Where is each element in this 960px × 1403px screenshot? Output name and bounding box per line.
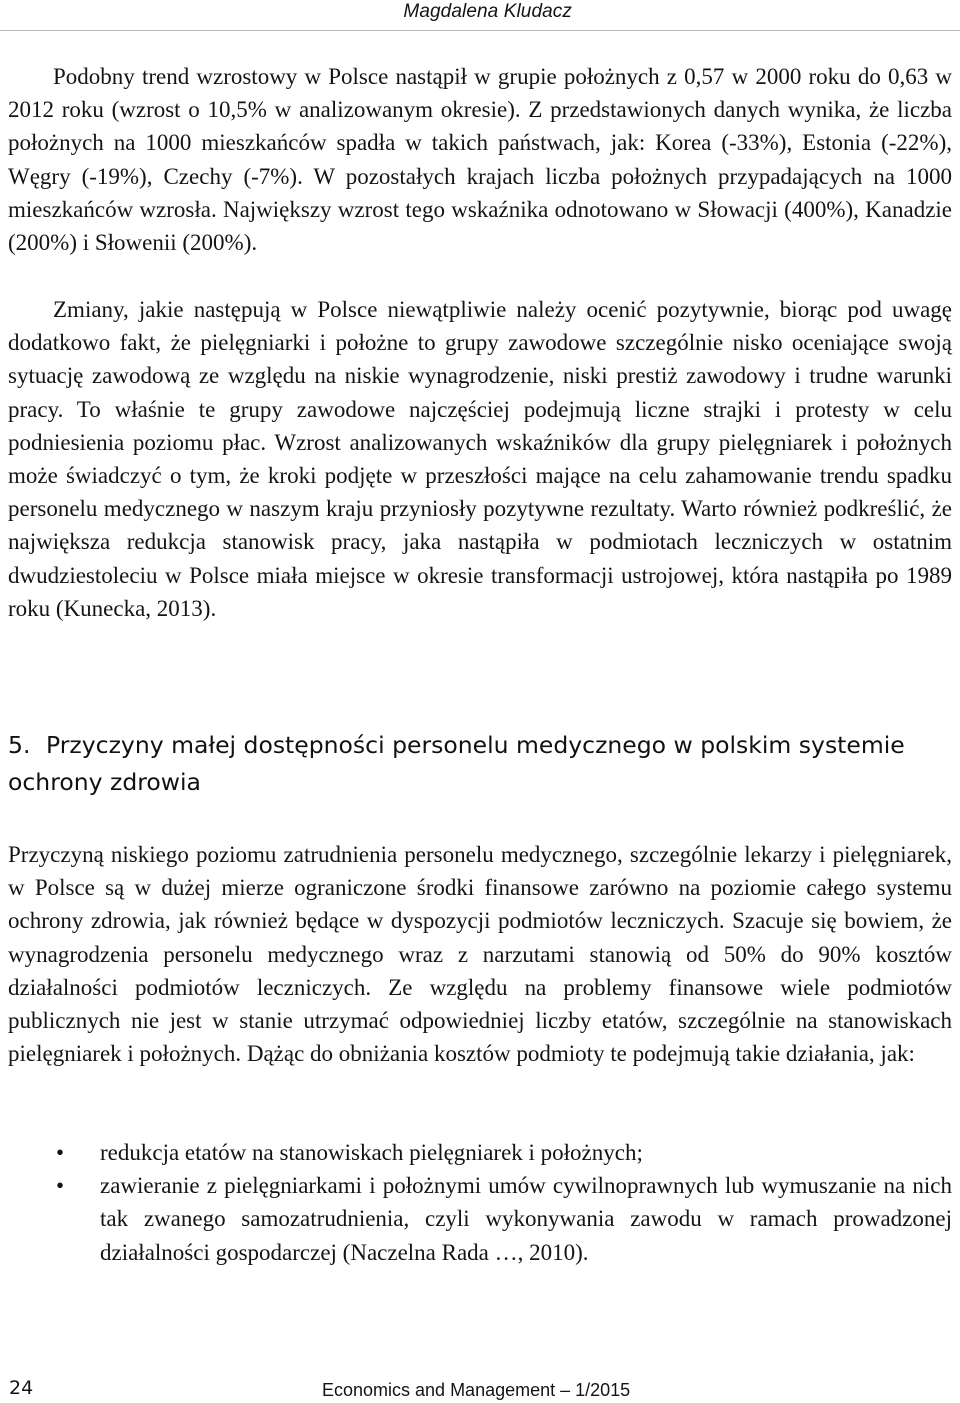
journal-name: Economics and Management – 1/2015: [322, 1380, 631, 1400]
bullet-item-text: zawieranie z pielęgniarkami i położnymi umów cywilnoprawnych lub wymuszanie na nich tak zwanego samozatrudnienia, czyli wykonywania zawodu w ramach prowadzonej działalności gospodarczej (Naczelna Rada …, 2010).: [100, 1173, 952, 1265]
paragraph-midwives-trend: Podobny trend wzrostowy w Polsce nastąpił w grupie położnych z 0,57 w 2000 roku do 0,63 w 2012 roku (wzrost o 10,5% w analizowanym okresie). Z przedstawionych danych wynika, że liczba położnych na 1000 mieszkańców spadła w takich państwach, jak: Korea (-33%), Estonia (-22%), Węgry (-19%), Czechy (-7%). W pozostałych krajach liczba położnych przypadających na 1000 mieszkańców wzrosła. Największy wzrost tego wskaźnika odnotowano w Słowacji (400%), Kanadzie (200%) i Słowenii (200%).: [8, 64, 952, 256]
bullet-item-text: redukcja etatów na stanowiskach pielęgniarek i położnych;: [100, 1140, 643, 1165]
bullet-icon: •: [56, 1140, 65, 1165]
section-title: Przyczyny małej dostępności personelu medycznego w polskim systemie ochrony zdrowia: [8, 731, 905, 796]
paragraph-causes: Przyczyną niskiego poziomu zatrudnienia personelu medycznego, szczególnie lekarzy i pielęgniarek, w Polsce są w dużej mierze ograniczone środki finansowe zarówno na poziomie całego systemu ochrony zdrowia, jak również będące w dyspozycji podmiotów leczniczych. Szacuje się bowiem, że wynagrodzenia personelu medycznego wraz z narzutami stanowią od 50% do 90% kosztów działalności podmiotów leczniczych. Ze względu na problemy finansowe wiele podmiotów publicznych nie jest w stanie utrzymać odpowiedniej liczby etatów, szczególnie na stanowiskach pielęgniarek i położnych. Dążąc do obniżania kosztów podmioty te podejmują takie działania, jak:: [8, 842, 952, 1067]
actions-bullet-list: [8, 1136, 952, 1269]
running-header: [0, 0, 960, 31]
header-author: Magdalena Kludacz: [403, 1, 572, 22]
bullet-item: [8, 1136, 952, 1169]
paragraph-changes-assessment: Zmiany, jakie następują w Polsce niewątpliwie należy ocenić pozytywnie, biorąc pod uwagę dodatkowo fakt, że pielęgniarki i położne to grupy zawodowe szczególnie nisko oceniające swoją sytuację zawodową ze względu na niskie wynagrodzenie, niski prestiż zawodowy i trudne warunki pracy. To właśnie te grupy zawodowe najczęściej podejmują liczne strajki i protesty w celu podniesienia poziomu płac. Wzrost analizowanych wskaźników dla grupy pielęgniarek i położnych może świadczyć o tym, że kroki podjęte w przeszłości mające na celu zahamowanie trendu spadku personelu medycznego w naszym kraju przyniosły pozytywne rezultaty. Warto również podkreślić, że największa redukcja stanowisk pracy, jaka nastąpiła w podmiotach leczniczych w ostatnim dwudziestoleciu w Polsce miała miejsce w okresie transformacji ustrojowej, która nastąpiła po 1989 roku (Kunecka, 2013).: [8, 297, 952, 621]
page-footer: [0, 1374, 960, 1403]
section-number: 5.: [8, 731, 31, 759]
bullet-icon: •: [56, 1173, 65, 1199]
page-number: 24: [9, 1377, 34, 1399]
section-heading: [8, 727, 952, 801]
bullet-item: [8, 1169, 952, 1269]
